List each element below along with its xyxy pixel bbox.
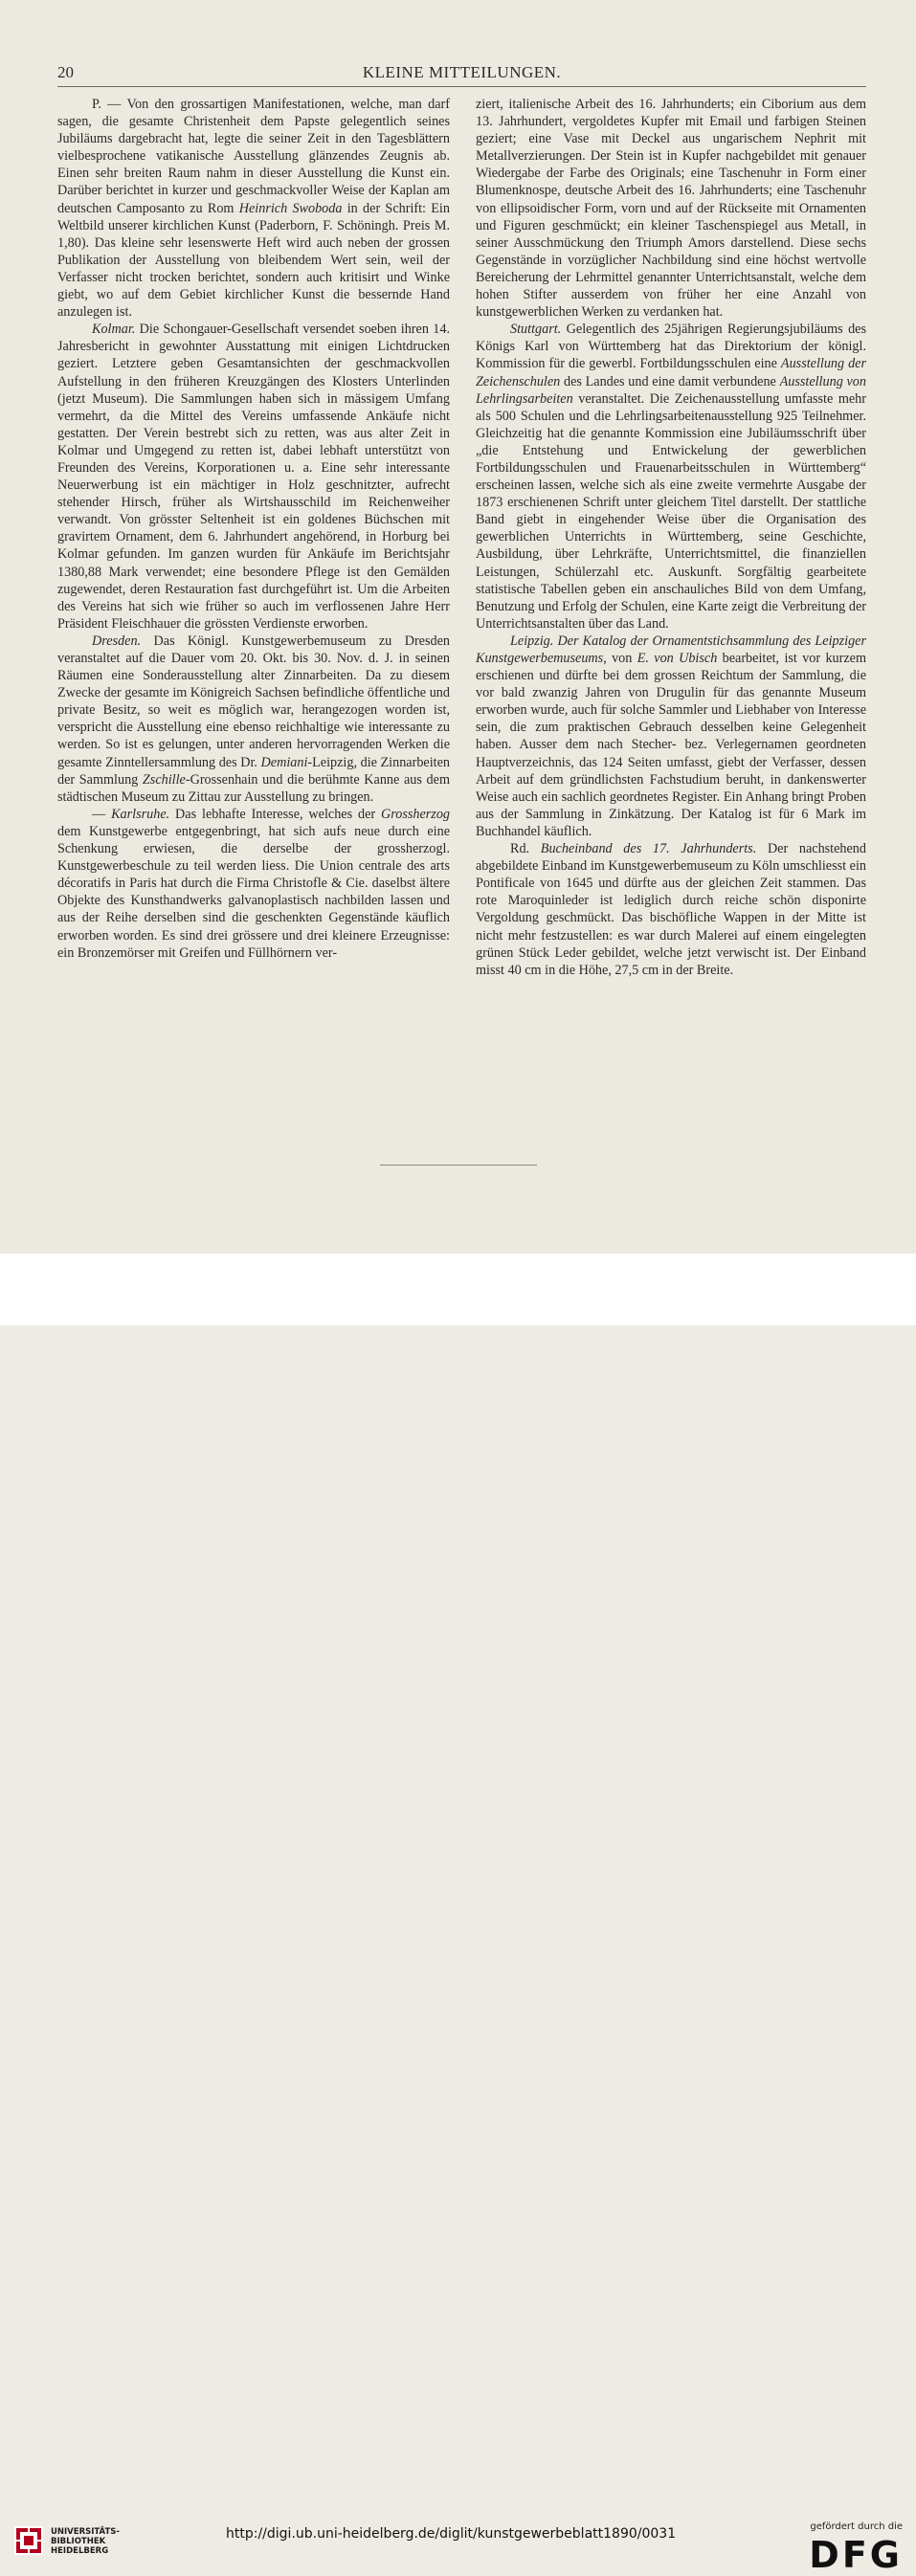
funded-by-label: gefördert durch die (810, 2521, 903, 2532)
university-library-logo-icon (14, 2526, 43, 2555)
paragraph-dresden: Dresden. Das Königl. Kunstgewerbemuseum zu Dresden veranstaltet auf die Dauer vom 20. Okt. bis 30. Nov. d. J. in seinen Räumen eine Sonderausstellung alter Zinnarbeiten. Da zu diesem Zwecke der gesamte im Königreich Sachsen befindliche öffentliche und private Besitz, so weit es möglich war, herangezogen worden ist, verspricht die Ausstellung eine ebenso reichhaltige wie interessante zu werden. So ist es gelungen, unter anderen hervorragenden Werken die gesamte Zinntellersammlung des Dr. Demiani-Leipzig, die Zinnarbeiten der Sammlung Zschille-Grossenhain und die berühmte Kanne aus dem städtischen Museum zu Zittau zur Ausstellung zu bringen. (57, 633, 450, 805)
source-url-link[interactable]: http://digi.ub.uni-heidelberg.de/diglit/kunstgewerbeblatt1890/0031 (226, 2526, 677, 2542)
library-name: UNIVERSITÄTS- BIBLIOTHEK HEIDELBERG (51, 2527, 120, 2556)
paragraph-karlsruhe-continued: ziert, italienische Arbeit des 16. Jahrhunderts; ein Ciborium aus dem 13. Jahrhundert, vergoldetes Kupfer mit Email und farbigen Steinen geziert; eine Vase mit Deckel aus ungarischem Nephrit mit Metallverzierungen. Der Stein ist in Kupfer nachgebildet mit genauer Wiedergabe der Farbe des Originals; eine Taschenuhr in Form einer Blumenknospe, deutsche Arbeit des 16. Jahrhunderts; eine Taschenuhr von ellipsoidischer Form, vorn und auf der Rückseite mit Ornamenten und Figuren geschmückt; ein kleiner Taschenspiegel aus Metall, in seiner Ausschmückung den Triumph Amors darstellend. Diese sechs Gegenstände in vorzüglicher Nachbildung sind eine höchst wertvolle Bereicherung der Lehrmittel genannter Unterrichtsanstalt, welche dem hohen Stifter ausserdem von früher her eine Anzahl von kunstgewerblichen Werken zu verdanken hat. (476, 97, 866, 321)
running-title: KLEINE MITTEILUNGEN. (362, 63, 562, 81)
paragraph-vatican-exhibition: P. — Von den grossartigen Manifestationen, welche, man darf sagen, die gesamte Christenheit dem Papste gelegentlich seines Jubiläums dargebracht hat, legte die seiner Zeit in den Tagesblättern vielbesprochene vatikanische Ausstellung glänzendes Zeugnis ab. Einen sehr breiten Raum nahm in dieser Ausstellung die Kunst ein. Darüber berichtet in kurzer und geschmackvoller Weise der Kaplan am deutschen Camposanto zu Rom Heinrich Swoboda in der Schrift: Ein Weltbild unserer kirchlichen Kunst (Paderborn, F. Schöningh. Preis M. 1,80). Das kleine sehr lesenswerte Heft wird auch neben der grossen Publikation der Ausstellung von bleibendem Wert sein, weil der Verfasser nicht trocken berichtet, sondern auch kritisirt und Winke giebt, wo auf dem Gebiet kirchlicher Kunst die bessernde Hand anzulegen ist. (57, 97, 450, 321)
paragraph-kolmar: Kolmar. Die Schongauer-Gesellschaft versendet soeben ihren 14. Jahresbericht in gewohnter Ausstattung mit einigen Lichtdrucken geziert. Letztere geben Gesamtansichten der geschmackvollen Aufstellung in den früheren Kreuzgängen des Klosters Unterlinden (jetzt Museum). Die Sammlungen haben sich in mässigem Umfang vermehrt, da die Mittel des Vereins umfassende Ankäufe nicht gestatten. Der Verein bestrebt sich zu retten, was aus alter Zeit in Kolmar und Umgegend zu retten ist, dabei lebhaft unterstützt von Freunden des Vereins, Korporationen u. a. Eine sehr interessante Neuerwerbung ist ein mächtiger in Holz geschnitzter, aufrecht stehender Hirsch, früher als Wirtshausschild im Reichenweiher verwandt. Von grösster Seltenheit ist ein goldenes Büchschen mit gravirtem Ornament, dem 6. Jahrhundert angehörend, in Horburg bei Kolmar gefunden. Im ganzen wurden für Ankäufe im Berichtsjahr 1380,88 Mark verwendet; eine besondere Pflege ist den Gemälden zugewendet, deren Restauration fast durchgeführt ist. Um die Arbeiten des Vereins hat sich wie früher so auch im verflossenen Jahre Herr Präsident Fleischhauer die grössten Verdienste erworben. (57, 322, 450, 632)
paragraph-bucheinband: Rd. Bucheinband des 17. Jahrhunderts. Der nachstehend abgebildete Einband im Kunstgewerbemuseum zu Köln umschliesst ein Pontificale von 1645 und dürfte aus der gleichen Zeit stammen. Das rote Maroquinleder ist lediglich durch reiche schön disponirte Vergoldung geschmückt. Das bischöfliche Wappen in der Mitte ist nicht mehr festzustellen: es war durch Malerei auf einem eingelegten grünen Stück Leder gebildet, welche jetzt verwischt ist. Der Einband misst 40 cm in die Höhe, 27,5 cm in der Breite. (476, 841, 866, 978)
right-column (476, 96, 866, 979)
paragraph-stuttgart: Stuttgart. Gelegentlich des 25jährigen Regierungsjubiläums des Königs Karl von Württemberg hat das Direktorium der königl. Kommission für die gewerbl. Fortbildungsschulen eine Ausstellung der Zeichenschulen des Landes und eine damit verbundene Ausstellung von Lehrlingsarbeiten veranstaltet. Die Zeichenausstellung umfasste mehr als 500 Schulen und die Lehrlingsarbeitenausstellung 925 Teilnehmer. Gleichzeitig hat die genannte Kommission eine Jubiläumsschrift über „die Entstehung und Entwickelung der gewerblichen Fortbildungsschulen und Frauenarbeitsschulen in Württemberg“ erscheinen lassen, welche sich als eine zweite vermehrte Ausgabe der 1873 erschienenen Schrift unter gleichem Titel darstellt. Der stattliche Band giebt in eingehender Weise über die Organisation des gewerblichen Unterrichts in Württemberg, seine Geschichte, Ausbildung, über Lehrkräfte, Unterrichtsmittel, die finanziellen Leistungen, Schülerzahl etc. Auskunft. Sorgfältig gearbeitete statistische Tabellen geben ein anschauliches Bild von dem Umfang, Benutzung und Erfolg der Schulen, eine Karte zeigt die Verbreitung der Unterrichtsanstalten über das Land. (476, 322, 866, 632)
section-divider (380, 1165, 537, 1166)
page-number: 20 (57, 63, 74, 81)
digitization-footer (0, 1254, 916, 2576)
paragraph-leipzig: Leipzig. Der Katalog der Ornamentstichsammlung des Leipziger Kunstgewerbemuseums, von E. von Ubisch bearbeitet, ist vor kurzem erschienen und dürfte bei dem grossen Reichtum der Sammlung, die vor bald zwanzig Jahren von Drugulin für das genannte Museum erworben wurde, auch für solche Sammler und Liebhaber von Interesse sein, die zum praktischen Gebrauch desselben keine Gelegenheit haben. Ausser dem nach Stecher- bez. Verlegernamen geordneten Hauptverzeichnis, das 124 Seiten umfasst, giebt der Verfasser, dessen Arbeit auf dem gründlichsten Fachstudium beruht, in dankenswerter Weise auch ein sachlich geordnetes Register. Ein Anhang bringt Proben aus der Sammlung in Zinkätzung. Der Katalog ist für 6 Mark im Buchhandel käuflich. (476, 633, 866, 839)
left-column (57, 96, 450, 962)
page-header (57, 63, 866, 87)
scanned-page (0, 0, 916, 1254)
dfg-logo: DFG (809, 2534, 903, 2576)
paragraph-karlsruhe: — Karlsruhe. Das lebhafte Interesse, welches der Grossherzog dem Kunstgewerbe entgegenbringt, hat sich aufs neue durch eine Schenkung erwiesen, die derselbe der grossherzogl. Kunstgewerbeschule zu teil werden liess. Die Union centrale des arts décoratifs in Paris hat durch die Firma Christofle & Cie. daselbst ältere Objekte des Kunsthandwerks galvanoplastisch nachbilden lassen und aus der Reihe derselben sind die geschenkten Gegenstände käuflich erworben worden. Es sind drei grössere und drei kleinere Erzeugnisse: ein Bronzemörser mit Greifen und Füllhörnern ver- (57, 806, 451, 961)
